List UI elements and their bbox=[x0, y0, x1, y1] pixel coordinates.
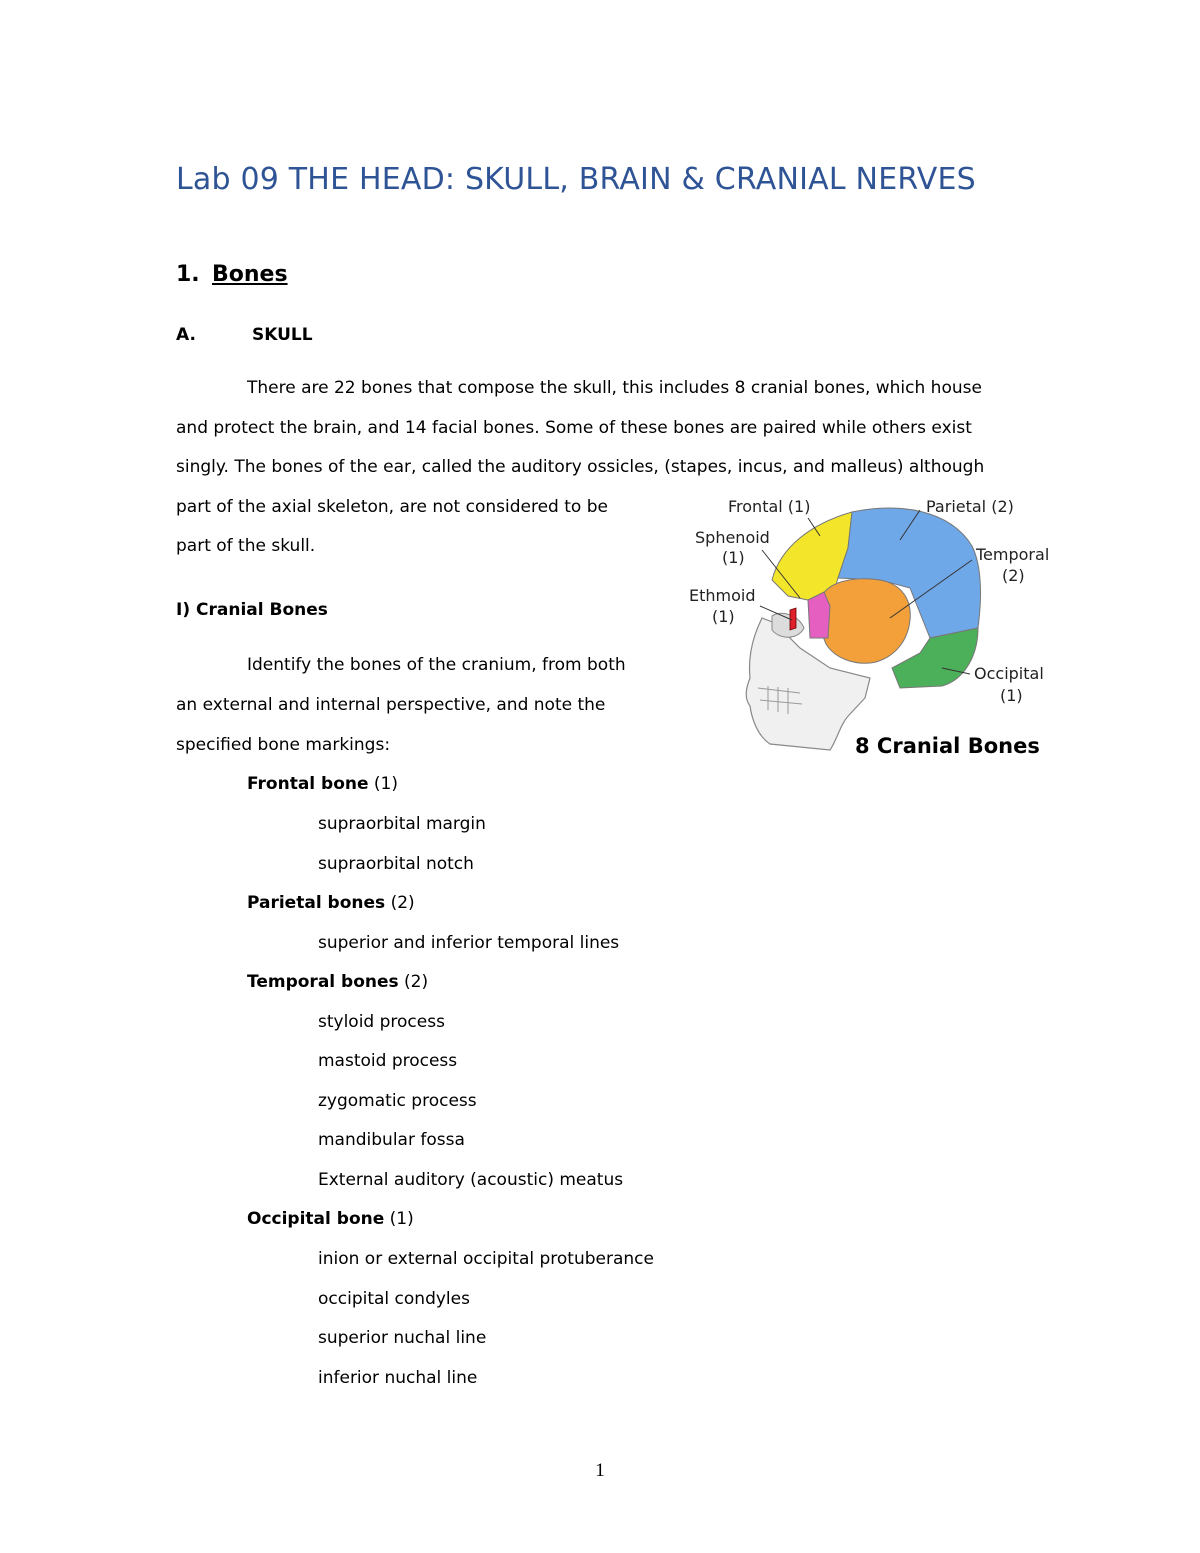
bone-count: (1) bbox=[389, 1209, 414, 1229]
sphenoid-bone-region bbox=[808, 592, 830, 638]
page-number: 1 bbox=[595, 1460, 605, 1481]
intro-line: part of the axial skeleton, are not considered to be bbox=[176, 497, 608, 517]
intro-line: There are 22 bones that compose the skull, this includes 8 cranial bones, which house bbox=[247, 378, 982, 398]
identify-line: specified bone markings: bbox=[176, 735, 391, 755]
bone-marking: superior nuchal line bbox=[318, 1328, 487, 1348]
subsection-heading-skull bbox=[176, 325, 313, 345]
label-sphenoid-count: (1) bbox=[722, 548, 745, 567]
label-frontal: Frontal (1) bbox=[728, 497, 811, 516]
bone-marking: mastoid process bbox=[318, 1051, 458, 1071]
bone-marking: inion or external occipital protuberance bbox=[318, 1249, 654, 1269]
section-number: 1. bbox=[176, 262, 200, 287]
subsection-letter: A. bbox=[176, 325, 196, 345]
intro-line: part of the skull. bbox=[176, 536, 316, 556]
subsection-label: SKULL bbox=[252, 325, 313, 345]
bone-marking: superior and inferior temporal lines bbox=[318, 933, 620, 953]
bone-name: Frontal bone bbox=[247, 774, 369, 794]
bone-count: (2) bbox=[404, 972, 429, 992]
identify-line: an external and internal perspective, and note the bbox=[176, 695, 606, 715]
label-parietal: Parietal (2) bbox=[926, 497, 1014, 516]
temporal-bone-region bbox=[819, 579, 910, 663]
label-temporal-count: (2) bbox=[1002, 566, 1025, 585]
section-heading-bones bbox=[176, 262, 288, 287]
bone-marking: mandibular fossa bbox=[318, 1130, 465, 1150]
bone-marking: External auditory (acoustic) meatus bbox=[318, 1170, 624, 1190]
bone-marking: supraorbital notch bbox=[318, 854, 474, 874]
bone-name: Temporal bones bbox=[247, 972, 399, 992]
bone-count: (1) bbox=[373, 774, 399, 794]
label-temporal-name: Temporal bbox=[976, 545, 1050, 564]
bone-item-occipital bbox=[247, 1209, 414, 1229]
bone-name: Occipital bone bbox=[247, 1209, 385, 1229]
section-label: Bones bbox=[212, 262, 288, 287]
label-occipital-name: Occipital bbox=[974, 664, 1044, 683]
bone-marking: zygomatic process bbox=[318, 1091, 477, 1111]
bone-item-parietal bbox=[247, 893, 415, 913]
bone-name: Parietal bones bbox=[247, 893, 386, 913]
bone-item-frontal bbox=[247, 774, 398, 794]
bone-item-temporal bbox=[247, 972, 428, 992]
label-ethmoid-name: Ethmoid bbox=[689, 586, 756, 605]
skull-orbit bbox=[772, 613, 804, 637]
bone-count: (2) bbox=[390, 893, 415, 913]
cranial-bones-figure bbox=[680, 488, 1070, 768]
bone-marking: occipital condyles bbox=[318, 1289, 470, 1309]
label-sphenoid-name: Sphenoid bbox=[695, 528, 770, 547]
figure-title: 8 Cranial Bones bbox=[855, 734, 1040, 758]
identify-line: Identify the bones of the cranium, from both bbox=[247, 655, 626, 675]
label-ethmoid-count: (1) bbox=[712, 607, 735, 626]
intro-line: singly. The bones of the ear, called the auditory ossicles, (stapes, incus, and malleus) although bbox=[176, 457, 985, 477]
bone-marking: styloid process bbox=[318, 1012, 445, 1032]
intro-line: and protect the brain, and 14 facial bones. Some of these bones are paired while others exist bbox=[176, 418, 972, 438]
cranial-bones-heading: I) Cranial Bones bbox=[176, 600, 328, 620]
bone-marking: inferior nuchal line bbox=[318, 1368, 478, 1388]
bone-marking: supraorbital margin bbox=[318, 814, 486, 834]
page-title: Lab 09 THE HEAD: SKULL, BRAIN & CRANIAL NERVES bbox=[176, 162, 976, 197]
label-occipital-count: (1) bbox=[1000, 686, 1023, 705]
